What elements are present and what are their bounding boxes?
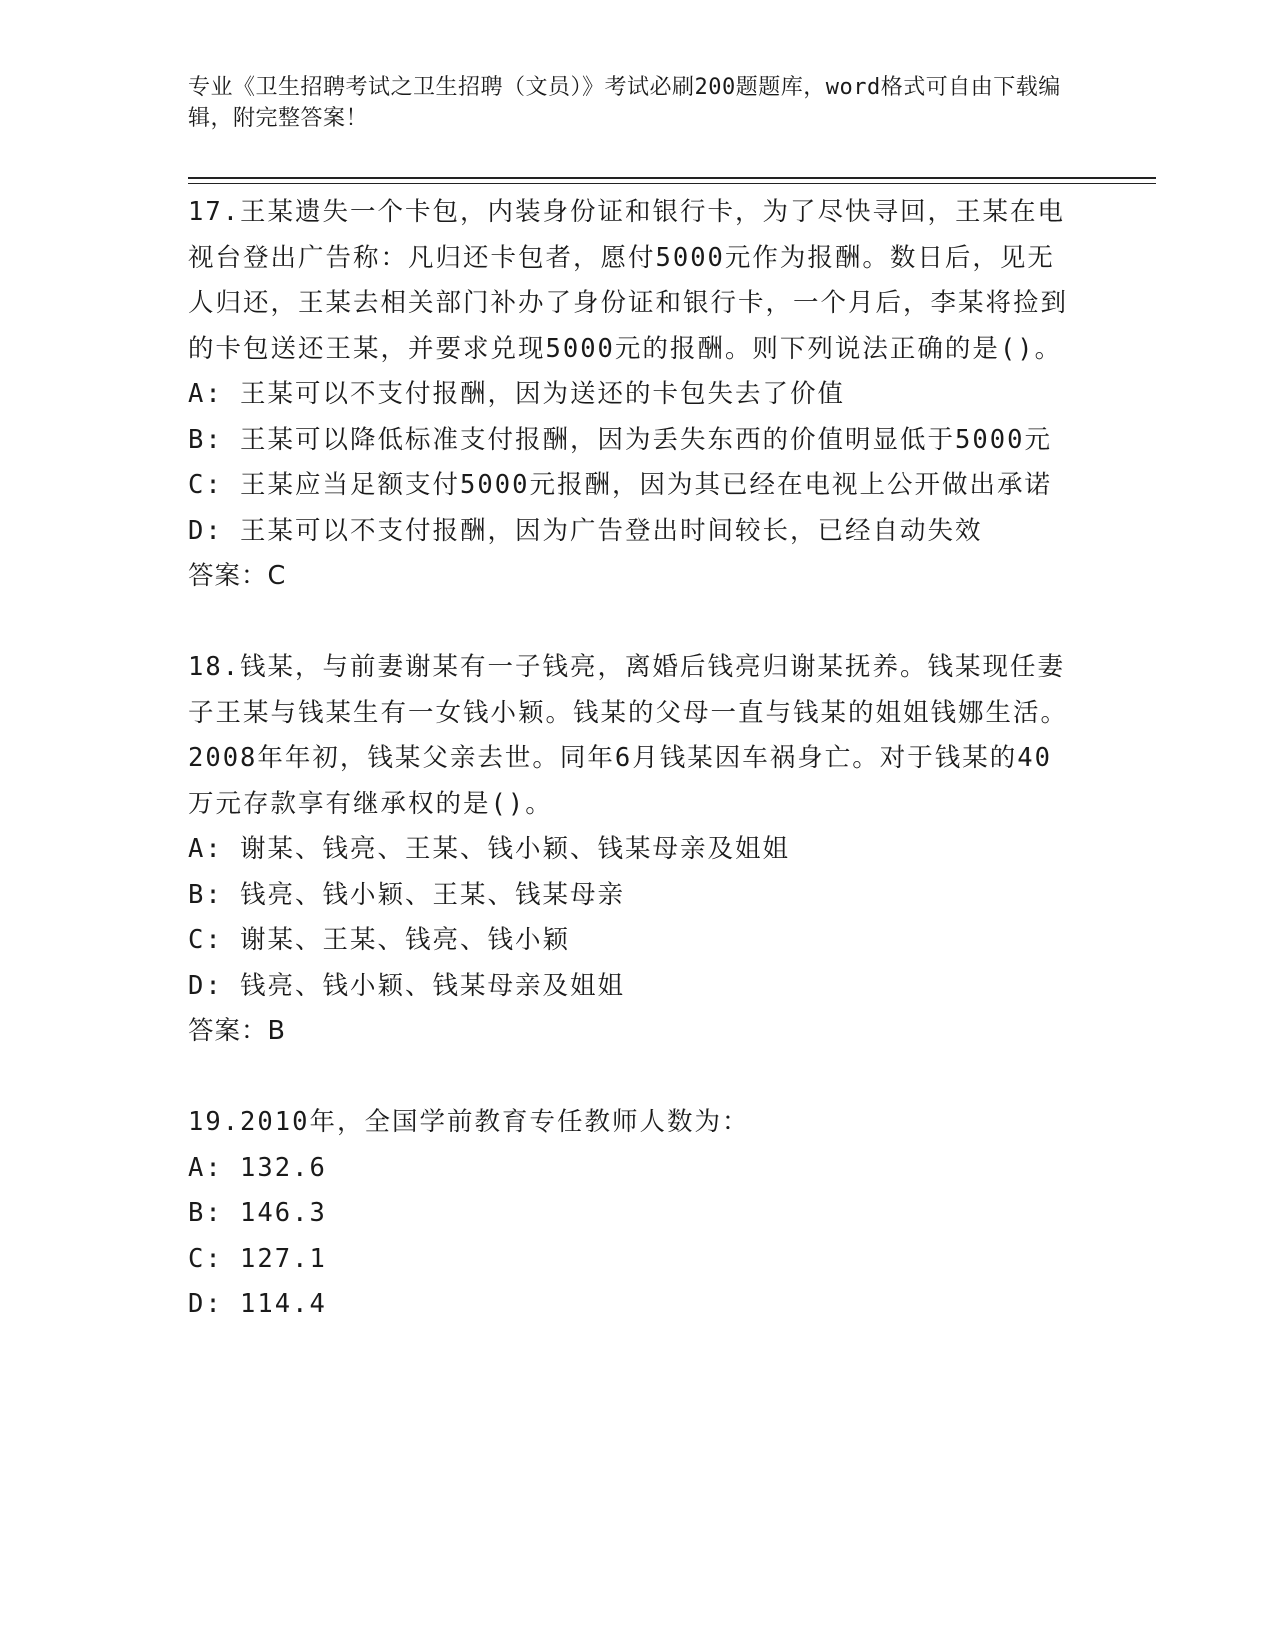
question-17 [188,190,1078,600]
answer: 答案：B [188,1016,286,1046]
question-stem: 19.2010年，全国学前教育专任教师人数为： [188,1107,750,1137]
header-rule-thick [188,177,1156,179]
spacer [188,1055,1078,1101]
option-d: D: 钱亮、钱小颖、钱某母亲及姐姐 [188,970,626,1001]
question-stem: 18.钱某，与前妻谢某有一子钱亮，离婚后钱亮归谢某抚养。钱某现任妻子王某与钱某生有一女钱小颖。钱某的父母一直与钱某的姐姐钱娜生活。2008年年初，钱某父亲去世。同年6月钱某因车祸身亡。对于钱某的40万元存款享有继承权的是()。 [188,652,1069,819]
option-b: B: 王某可以降低标准支付报酬，因为丢失东西的价值明显低于5000元 [188,424,1052,455]
option-b: B: 钱亮、钱小颖、王某、钱某母亲 [188,879,626,910]
document-header: 专业《卫生招聘考试之卫生招聘（文员）》考试必刷200题题库，word格式可自由下载编辑，附完整答案！ [188,75,1061,131]
option-a: A: 谢某、钱亮、王某、钱小颖、钱某母亲及姐姐 [188,834,791,864]
option-a: A: 王某可以不支付报酬，因为送还的卡包失去了价值 [188,379,846,409]
option-d: D: 王某可以不支付报酬，因为广告登出时间较长，已经自动失效 [188,515,983,546]
option-a: A: 132.6 [188,1152,327,1183]
option-d: D: 114.4 [188,1289,327,1319]
answer: 答案：C [188,561,287,591]
question-19 [188,1100,1078,1328]
option-b: B: 146.3 [188,1198,327,1228]
option-c: C: 谢某、王某、钱亮、钱小颖 [188,925,571,955]
header-rule-thin [188,183,1156,184]
document-body [188,190,1078,1328]
option-c: C: 127.1 [188,1243,327,1274]
question-18 [188,645,1078,1055]
option-c: C: 王某应当足额支付5000元报酬，因为其已经在电视上公开做出承诺 [188,470,1052,500]
spacer [188,600,1078,646]
question-stem: 17.王某遗失一个卡包，内装身份证和银行卡，为了尽快寻回，王某在电视台登出广告称：凡归还卡包者，愿付5000元作为报酬。数日后，见无人归还，王某去相关部门补办了身份证和银行卡，一个月后，李某将捡到的卡包送还王某，并要求兑现5000元的报酬。则下列说法正确的是()。 [188,197,1069,364]
